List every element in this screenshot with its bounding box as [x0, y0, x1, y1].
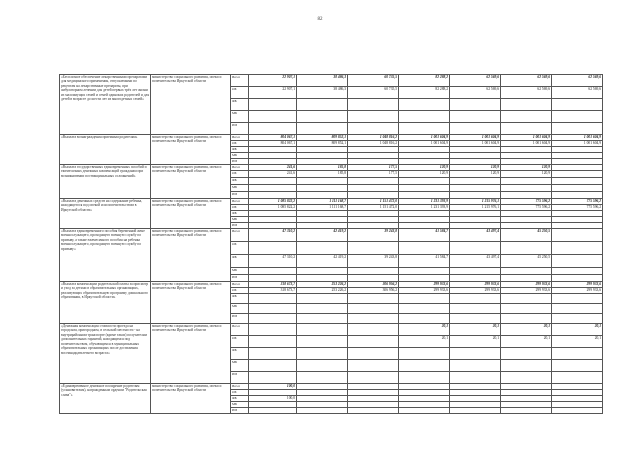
amount-cell: 306 956,2 — [348, 288, 399, 294]
funding-source: Всего — [231, 199, 249, 205]
measure-description: «Выплата денежных средств на содержание ребенка, находящегося под опекой или попечительством в Иркутской области» — [60, 199, 151, 229]
amount-cell — [450, 123, 501, 135]
measure-description: «Выплата государственных единовременных пособий и ежемесячных денежных компенсаций гражданам при возникновении поствакцинальных осложнений» — [60, 165, 151, 199]
amount-cell — [297, 242, 348, 255]
amount-cell: 1 001 604,9 — [501, 135, 552, 141]
amount-cell — [399, 99, 450, 111]
funding-source: ИИ — [231, 408, 249, 414]
amount-cell: 62 569,6 — [450, 87, 501, 99]
amount-cell — [552, 99, 603, 111]
amount-cell — [450, 242, 501, 255]
amount-cell: 22 907,1 — [249, 75, 297, 87]
amount-cell — [399, 314, 450, 324]
amount-cell — [450, 348, 501, 360]
amount-cell — [501, 242, 552, 255]
amount-cell: 185,8 — [297, 165, 348, 171]
amount-cell: 299 933,6 — [552, 282, 603, 288]
amount-cell: 1 001 604,9 — [399, 141, 450, 147]
amount-cell — [552, 229, 603, 242]
amount-cell: 1 001 604,9 — [399, 135, 450, 141]
amount-cell: 1 085 822,2 — [249, 205, 297, 211]
amount-cell: 1 231 393,9 — [399, 205, 450, 211]
funding-source: ФБ — [231, 396, 249, 402]
amount-cell: 20,1 — [450, 336, 501, 348]
executor-name: министерство социального развития, опеки и попечительства Иркутской области — [151, 324, 231, 384]
amount-cell: 120,9 — [399, 165, 450, 171]
amount-cell: 62 569,6 — [552, 87, 603, 99]
amount-cell: 60 735,5 — [348, 87, 399, 99]
amount-cell — [552, 275, 603, 282]
amount-cell: 299 933,6 — [450, 282, 501, 288]
amount-cell: 22 907,1 — [249, 87, 297, 99]
amount-cell: 41 584,7 — [399, 255, 450, 268]
amount-cell — [552, 111, 603, 123]
amount-cell: 20,1 — [501, 336, 552, 348]
amount-cell — [552, 178, 603, 185]
funding-source: ФБ — [231, 255, 249, 268]
amount-cell — [249, 275, 297, 282]
amount-cell: 42 419,2 — [297, 229, 348, 242]
amount-cell: 177,5 — [348, 171, 399, 178]
amount-cell — [249, 360, 297, 372]
measure-description: «Выплата единовременного пособия беременной жене военнослужащего, проходящего военную службу по призыву, а также ежемесячного пособия на ребенка военнослужащего, проходящего военную службу по призыву» — [60, 229, 151, 282]
amount-cell — [552, 192, 603, 199]
amount-cell — [348, 408, 399, 414]
amount-cell: 318 673,7 — [249, 282, 297, 288]
amount-cell: 120,9 — [450, 171, 501, 178]
amount-cell — [348, 304, 399, 314]
amount-cell: 299 933,6 — [552, 288, 603, 294]
amount-cell — [297, 304, 348, 314]
amount-cell — [552, 255, 603, 268]
amount-cell: 47 310,2 — [249, 229, 297, 242]
amount-cell: 253 226,2 — [297, 282, 348, 288]
amount-cell: 20,1 — [399, 324, 450, 336]
amount-cell — [501, 372, 552, 384]
amount-cell — [297, 111, 348, 123]
amount-cell: 45 250,5 — [501, 229, 552, 242]
executor-name: министерство социального развития, опеки и попечительства Иркутской области — [151, 199, 231, 229]
amount-cell — [450, 314, 501, 324]
amount-cell — [297, 372, 348, 384]
funding-source: ОБ — [231, 87, 249, 99]
amount-cell — [450, 304, 501, 314]
amount-cell — [501, 192, 552, 199]
amount-cell — [450, 294, 501, 304]
amount-cell: 306 956,2 — [348, 282, 399, 288]
amount-cell — [297, 360, 348, 372]
funding-source: Всего — [231, 165, 249, 171]
amount-cell — [297, 294, 348, 304]
amount-cell: 775 596,2 — [501, 199, 552, 205]
amount-cell — [399, 348, 450, 360]
amount-cell — [552, 360, 603, 372]
funding-source: ОБ — [231, 242, 249, 255]
funding-source: МБ — [231, 111, 249, 123]
amount-cell: 299 933,6 — [501, 282, 552, 288]
page-number: 82 — [317, 17, 323, 22]
amount-cell — [348, 178, 399, 185]
amount-cell: 60 735,5 — [348, 75, 399, 87]
amount-cell: 1 048 816,2 — [348, 135, 399, 141]
funding-source: МБ — [231, 268, 249, 275]
amount-cell: 20,1 — [399, 336, 450, 348]
amount-cell: 809 852,1 — [297, 141, 348, 147]
amount-cell: 47 310,2 — [249, 255, 297, 268]
amount-cell: 100,0 — [249, 384, 297, 390]
funding-source: МБ — [231, 402, 249, 408]
funding-source: ОБ — [231, 390, 249, 396]
amount-cell — [501, 123, 552, 135]
funding-source: Всего — [231, 384, 249, 390]
table-row — [60, 75, 603, 87]
amount-cell — [249, 185, 297, 192]
measure-description: «Бесплатное обеспечение лекарственными препаратами для медицинского применения, отпускаемыми по рецептам на лекарственные препараты, при амбулаторном лечении для детей первых трёх лет жизни из малоимущих семей и семей одиноких родителей и для детей в возрасте до шести лет из многодетных семей» — [60, 75, 151, 135]
amount-cell: 1 215 976,1 — [450, 205, 501, 211]
funding-source: МБ — [231, 185, 249, 192]
amount-cell — [501, 408, 552, 414]
amount-cell — [450, 178, 501, 185]
amount-cell — [249, 304, 297, 314]
amount-cell: 38 486,3 — [297, 75, 348, 87]
amount-cell — [348, 324, 399, 336]
funding-source: ФБ — [231, 147, 249, 153]
amount-cell: 100,0 — [249, 396, 297, 402]
amount-cell — [399, 123, 450, 135]
funding-source: ИИ — [231, 223, 249, 229]
measure-description: «Выплата вознаграждения приемным родителям» — [60, 135, 151, 165]
amount-cell — [348, 348, 399, 360]
amount-cell — [297, 178, 348, 185]
amount-cell — [501, 348, 552, 360]
amount-cell — [249, 408, 297, 414]
funding-source: ФБ — [231, 211, 249, 217]
measure-description: «Единовременное денежное поощрение родителям (усыновителям), награжденным орденом "Родительская слава"» — [60, 384, 151, 414]
amount-cell: 185,8 — [297, 171, 348, 178]
amount-cell: 120,9 — [450, 165, 501, 171]
funding-source: МБ — [231, 304, 249, 314]
funding-source: ФБ — [231, 99, 249, 111]
executor-name: министерство социального развития, опеки и попечительства Иркутской области — [151, 229, 231, 282]
amount-cell: 1 001 604,9 — [450, 135, 501, 141]
amount-cell — [297, 324, 348, 336]
amount-cell — [501, 294, 552, 304]
amount-cell — [399, 304, 450, 314]
amount-cell — [552, 314, 603, 324]
executor-name: министерство социального развития, опеки и попечительства Иркутской области — [151, 384, 231, 414]
amount-cell: 804 067,1 — [249, 135, 297, 141]
amount-cell — [297, 336, 348, 348]
amount-cell — [297, 314, 348, 324]
amount-cell — [348, 99, 399, 111]
executor-name: министерство социального развития, опеки и попечительства Иркутской области — [151, 75, 231, 135]
amount-cell — [348, 360, 399, 372]
amount-cell: 120,9 — [399, 171, 450, 178]
amount-cell: 1 111 168,7 — [297, 199, 348, 205]
amount-cell: 1 151 472,0 — [348, 205, 399, 211]
funding-source: ФБ — [231, 294, 249, 304]
amount-cell: 45 250,5 — [501, 255, 552, 268]
amount-cell — [297, 348, 348, 360]
amount-cell — [348, 275, 399, 282]
amount-cell: 20,1 — [501, 324, 552, 336]
amount-cell: 775 596,2 — [552, 205, 603, 211]
amount-cell — [450, 268, 501, 275]
amount-cell — [450, 275, 501, 282]
amount-cell — [501, 99, 552, 111]
amount-cell — [399, 275, 450, 282]
amount-cell — [297, 123, 348, 135]
amount-cell: 43 497,4 — [450, 255, 501, 268]
funding-source: ФБ — [231, 348, 249, 360]
amount-cell: 1 231 393,9 — [399, 199, 450, 205]
executor-name: министерство социального развития, опеки и попечительства Иркутской области — [151, 282, 231, 324]
amount-cell — [249, 99, 297, 111]
funding-source: ИИ — [231, 159, 249, 165]
amount-cell — [552, 304, 603, 314]
amount-cell — [249, 178, 297, 185]
amount-cell — [297, 408, 348, 414]
funding-source: ОБ — [231, 141, 249, 147]
amount-cell: 20,1 — [552, 336, 603, 348]
amount-cell — [348, 242, 399, 255]
amount-cell — [249, 324, 297, 336]
amount-cell — [552, 123, 603, 135]
amount-cell: 62 569,6 — [501, 87, 552, 99]
funding-source: ИИ — [231, 192, 249, 199]
amount-cell: 20,1 — [552, 324, 603, 336]
amount-cell — [501, 268, 552, 275]
funding-source: Всего — [231, 229, 249, 242]
executor-name: министерство социального развития, опеки и попечительства Иркутской области — [151, 165, 231, 199]
amount-cell — [399, 360, 450, 372]
amount-cell: 43 497,4 — [450, 229, 501, 242]
amount-cell — [399, 185, 450, 192]
amount-cell — [501, 178, 552, 185]
amount-cell: 1 001 604,9 — [450, 141, 501, 147]
amount-cell — [249, 348, 297, 360]
amount-cell — [249, 268, 297, 275]
amount-cell: 177,5 — [348, 165, 399, 171]
executor-name: министерство социального развития, опеки и попечительства Иркутской области — [151, 135, 231, 165]
funding-source: ИИ — [231, 314, 249, 324]
funding-source: МБ — [231, 217, 249, 223]
funding-source: ИИ — [231, 275, 249, 282]
amount-cell — [249, 314, 297, 324]
amount-cell — [249, 123, 297, 135]
funding-source: ОБ — [231, 205, 249, 211]
funding-source: ОБ — [231, 171, 249, 178]
table-row — [60, 229, 603, 242]
amount-cell: 809 852,1 — [297, 135, 348, 141]
amount-cell — [552, 372, 603, 384]
measure-description: «Денежная компенсация стоимости проезда на городском, пригородном, в сельской местности - на внутрирайонном транспорте (кроме такси) получателям дополнительных гарантий, находящимся под попечительством, обучающимся в муниципальных образовательных организациях после достижения восемнадцатилетнего возраста» — [60, 324, 151, 384]
amount-cell: 1 111 168,7 — [297, 205, 348, 211]
amount-cell — [348, 268, 399, 275]
funding-source: Всего — [231, 75, 249, 87]
funding-source: ИИ — [231, 372, 249, 384]
amount-cell: 120,9 — [501, 171, 552, 178]
measure-description: «Выплата компенсации родительской платы за присмотр и уход за детьми в образовательных организациях, реализующих образовательную программу дошкольного образования, в Иркутской области» — [60, 282, 151, 324]
amount-cell — [249, 111, 297, 123]
amount-cell — [450, 99, 501, 111]
amount-cell: 41 584,7 — [399, 229, 450, 242]
amount-cell: 1 001 604,9 — [501, 141, 552, 147]
amount-cell — [552, 171, 603, 178]
amount-cell — [249, 336, 297, 348]
amount-cell: 299 933,6 — [501, 288, 552, 294]
amount-cell — [348, 314, 399, 324]
budget-table — [59, 74, 603, 414]
amount-cell: 62 569,6 — [501, 75, 552, 87]
amount-cell — [348, 123, 399, 135]
amount-cell — [552, 242, 603, 255]
amount-cell — [450, 372, 501, 384]
amount-cell — [501, 185, 552, 192]
amount-cell — [348, 336, 399, 348]
amount-cell — [249, 294, 297, 304]
amount-cell — [348, 185, 399, 192]
amount-cell: 82 288,2 — [399, 87, 450, 99]
funding-source: МБ — [231, 153, 249, 159]
amount-cell: 775 596,2 — [501, 205, 552, 211]
amount-cell — [399, 294, 450, 304]
amount-cell — [552, 348, 603, 360]
amount-cell — [249, 372, 297, 384]
amount-cell: 299 933,6 — [399, 288, 450, 294]
amount-cell — [297, 192, 348, 199]
amount-cell: 241,6 — [249, 165, 297, 171]
amount-cell: 39 243,8 — [348, 255, 399, 268]
funding-source: Всего — [231, 135, 249, 141]
amount-cell — [348, 372, 399, 384]
amount-cell: 1 001 604,9 — [552, 141, 603, 147]
amount-cell — [552, 185, 603, 192]
amount-cell: 39 243,8 — [348, 229, 399, 242]
amount-cell — [552, 268, 603, 275]
amount-cell — [501, 314, 552, 324]
amount-cell: 62 569,6 — [552, 75, 603, 87]
amount-cell — [450, 185, 501, 192]
amount-cell — [501, 360, 552, 372]
amount-cell: 82 288,2 — [399, 75, 450, 87]
amount-cell — [450, 360, 501, 372]
amount-cell — [399, 111, 450, 123]
amount-cell — [348, 192, 399, 199]
amount-cell: 62 569,6 — [450, 75, 501, 87]
amount-cell — [501, 304, 552, 314]
amount-cell — [450, 111, 501, 123]
amount-cell — [399, 192, 450, 199]
amount-cell: 38 486,3 — [297, 87, 348, 99]
amount-cell — [399, 242, 450, 255]
amount-cell: 253 226,2 — [297, 288, 348, 294]
amount-cell — [297, 99, 348, 111]
amount-cell — [450, 192, 501, 199]
funding-source: ФБ — [231, 178, 249, 185]
amount-cell: 241,6 — [249, 171, 297, 178]
amount-cell — [249, 242, 297, 255]
amount-cell — [399, 178, 450, 185]
funding-source: Всего — [231, 324, 249, 336]
funding-source: ОБ — [231, 336, 249, 348]
amount-cell — [399, 408, 450, 414]
amount-cell: 299 933,6 — [399, 282, 450, 288]
amount-cell: 318 673,7 — [249, 288, 297, 294]
amount-cell: 299 933,6 — [450, 288, 501, 294]
amount-cell — [450, 408, 501, 414]
amount-cell — [297, 268, 348, 275]
amount-cell: 804 067,1 — [249, 141, 297, 147]
amount-cell — [297, 275, 348, 282]
amount-cell — [501, 275, 552, 282]
amount-cell — [552, 408, 603, 414]
amount-cell: 120,9 — [501, 165, 552, 171]
funding-source: Всего — [231, 282, 249, 288]
amount-cell: 42 419,2 — [297, 255, 348, 268]
amount-cell: 1 215 976,1 — [450, 199, 501, 205]
amount-cell: 1 151 472,0 — [348, 199, 399, 205]
table-row — [60, 324, 603, 336]
funding-source: МБ — [231, 360, 249, 372]
funding-source: ОБ — [231, 288, 249, 294]
amount-cell — [399, 268, 450, 275]
amount-cell — [399, 372, 450, 384]
amount-cell — [348, 294, 399, 304]
amount-cell: 1 048 816,2 — [348, 141, 399, 147]
funding-source: ИИ — [231, 123, 249, 135]
amount-cell: 1 001 604,9 — [552, 135, 603, 141]
amount-cell — [297, 185, 348, 192]
amount-cell — [348, 111, 399, 123]
amount-cell: 775 596,2 — [552, 199, 603, 205]
amount-cell — [552, 294, 603, 304]
amount-cell — [249, 192, 297, 199]
amount-cell: 20,1 — [450, 324, 501, 336]
amount-cell: 1 085 822,2 — [249, 199, 297, 205]
amount-cell — [501, 111, 552, 123]
